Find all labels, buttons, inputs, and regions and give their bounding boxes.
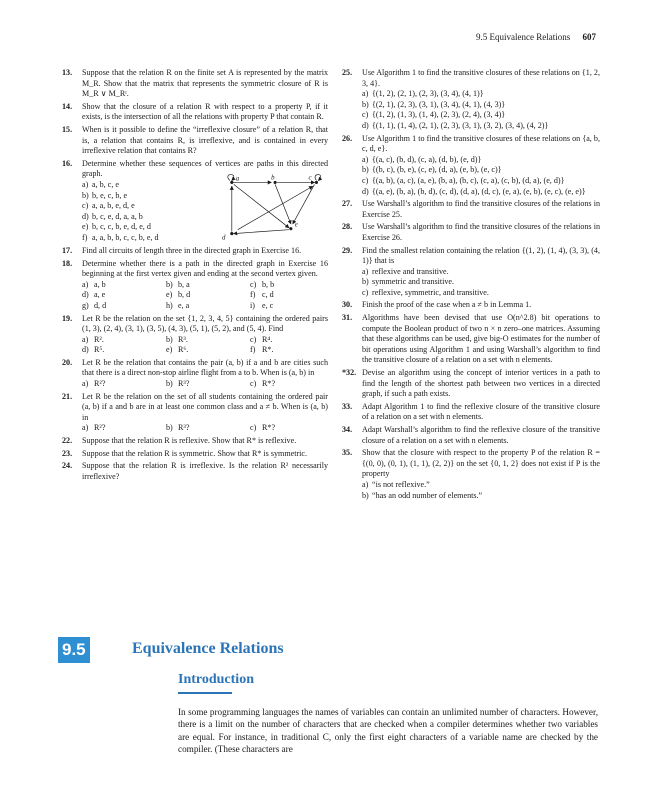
exercise-text: Suppose that the relation R is reflexive. Show that R* is reflexive. [82,436,297,446]
list-item: a) a, b [82,279,106,289]
label-b: b [270,174,275,182]
list-item: b) R³? [166,423,190,433]
list-item: a) {(1, 2), (2, 1), (2, 3), (3, 4), (4, 1)} [362,89,484,99]
list-item: g) d, d [82,300,107,310]
exercise-text: Suppose that the relation R is symmetric. Show that R* is symmetric. [82,448,308,458]
exercise-16 [62,159,328,244]
list-item: d) b, c, e, d, a, a, b [82,211,143,221]
exercise-text: When is it possible to define the “irreflexive closure” of a relation R, that is, a relation that contains R, is irreflexive, and is contained in every irreflexive relation that contains R? [82,124,328,156]
exercise-22 [62,436,328,447]
label-a: a [235,175,239,183]
vertex-d [230,232,233,235]
list-item: a) “is not reflexive.” [362,479,430,489]
exercise-23 [62,449,328,460]
exercise-text: Algorithms have been devised that use O(n^2.8) bit operations to compute the Boolean product of two n × n zero–one matrices. Assuming that these algorithms can be used, give big-O estimates for the number of bit operations using Algorithm 1 and using Warshall’s algorithm to find the transitive closure of a relation on a set with n elements. [362,313,600,365]
list-item: d) a, e [82,290,106,300]
list-item: b) {(2, 1), (2, 3), (3, 1), (3, 4), (4, 1), (4, 3)} [362,99,506,109]
list-item: a) R²? [82,423,106,433]
list-item: i) e, c [250,300,274,310]
exercise-31 [342,313,600,366]
exercise-text: Use Warshall’s algorithm to find the transitive closures of the relations in Exercise 25. [362,199,600,219]
exercise-text: Determine whether there is a path in the directed graph in Exercise 16 beginning at the first vertex given and ending at the second vertex given. [82,258,328,279]
label-d: d [221,234,226,242]
exercise-text: Show that the closure with respect to the property P of the relation R = {(0, 0), (0, 1), (1, 1), (2, 2)} on the set {0, 1, 2} does not exist if P is the property [362,448,600,479]
section-title: Equivalence Relations [132,640,284,657]
exercise-number: 31. [342,313,353,323]
list-item: a) R²? [82,379,106,389]
list-item: b) {(b, c), (b, e), (c, e), (d, a), (e, b), (e, c)} [362,165,502,175]
intro-heading: Introduction [178,672,254,687]
list-item: d) {(a, e), (b, a), (b, d), (c, d), (d, a), (d, c), (e, a), (e, b), (e, c), (e, e)} [362,186,586,196]
exercise-25 [342,68,600,132]
exercise-text: Devise an algorithm using the concept of interior vertices in a path to find the length of the shortest path between two vertices in a directed graph, if such a path exists. [362,368,600,399]
exercise-number: 15. [62,124,73,134]
loop-c [315,174,321,180]
exercise-18 [62,259,328,312]
exercise-number: 21. [62,391,73,401]
exercise-text: Adapt Algorithm 1 to find the reflexive closure of the transitive closure of a relation on a set with n elements. [362,401,600,422]
list-item: d) R⁵. [82,345,105,355]
exercise-number: 24. [62,461,73,471]
exercise-text: Let R be the relation that contains the pair (a, b) if a and b are cities such that there is a direct non-stop airline flight from a to b. When is (a, b) in [82,357,328,378]
exercise-number: 25. [342,68,353,77]
exercise-text: Determine whether these sequences of vertices are paths in this directed graph. [82,158,328,179]
list-item: d) {(1, 1), (1, 4), (2, 1), (2, 3), (3, 1), (3, 2), (3, 4), (4, 2)} [362,120,549,130]
exercise-text: Let R be the relation on the set {1, 2, 3, 4, 5} containing the ordered pairs (1, 3), (2, 4), (3, 1), (3, 5), (4, 3), (5, 1), (5, 2), and (5, 4). Find [82,313,328,334]
running-header [476,32,596,42]
exercise-text: Use Algorithm 1 to find the transitive closures of these relations on {a, b, c, d, e}. [362,133,600,154]
list-item: h) e, a [166,300,190,310]
list-item: c) R*? [250,423,276,433]
exercise-34 [342,425,600,446]
vertex-a [230,181,233,184]
exercise-number: 35. [342,448,353,458]
exercise-20 [62,358,328,390]
list-item: f) a, a, b, b, c, c, b, e, d [82,232,159,242]
exercise-26 [342,134,600,198]
edge-c-e [293,184,315,223]
list-item: b) R³? [166,379,190,389]
exercise-text: Let R be the relation on the set of all students containing the ordered pair (a, b) if a and b are in at least one common class and a ≠ b. When is (a, b) in [82,391,328,422]
exercise-24 [62,461,328,482]
list-item: c) a, a, b, e, d, e [82,201,135,211]
list-item: c) b, b [250,279,275,289]
loop-a [228,174,234,180]
list-item: f) R*. [250,345,274,355]
exercise-17 [62,246,328,257]
list-item: b) b, e, c, b, e [82,190,128,200]
label-e: e [294,221,298,229]
exercise-21 [62,392,328,434]
section-number-badge: 9.5 [58,637,90,663]
list-item: c) {(1, 2), (1, 3), (1, 4), (2, 3), (2, 4), (3, 4)} [362,110,506,120]
right-column [342,68,600,503]
list-item: b) b, a [166,279,190,289]
exercise-32 [342,368,600,400]
exercise-29 [342,246,600,299]
exercise-number: 18. [62,258,73,268]
page-number: 607 [582,32,596,42]
exercise-number: 20. [62,357,73,367]
list-item: a) R². [82,334,104,344]
exercise-13 [62,68,328,100]
exercise-text: Use Algorithm 1 to find the transitive closures of these relations on {1, 2, 3, 4}. [362,68,600,88]
exercise-number: 26. [342,133,353,143]
exercise-text: Show that the closure of a relation R with respect to a property P, if it exists, is the intersection of all the relations with property P that contain R. [82,101,328,122]
intro-underline [178,692,232,694]
exercise-number: 22. [62,436,73,446]
list-item: f) c, d [250,290,274,300]
exercise-33 [342,402,600,423]
edge-b-e [275,184,291,223]
exercise-text: Adapt Warshall’s algorithm to find the reflexive closure of the transitive closure of a relation on a set with n elements. [362,425,600,445]
exercise-15 [62,125,328,157]
left-column [62,68,328,484]
directed-graph-figure [220,174,328,244]
exercise-text: Find the smallest relation containing the relation {(1, 2), (1, 4), (3, 3), (4, 1)} that is [362,245,600,266]
list-item: e) b, d [166,290,191,300]
exercise-number: 30. [342,300,353,310]
exercise-number: 34. [342,425,353,434]
exercise-number: 14. [62,101,73,111]
header-section: 9.5 Equivalence Relations [476,32,571,42]
exercise-text: Finish the proof of the case when a ≠ b in Lemma 1. [362,300,532,310]
list-item: b) R³. [166,334,188,344]
exercise-14 [62,102,328,123]
exercise-text: Use Warshall’s algorithm to find the transitive closures of the relations in Exercise 26. [362,222,600,242]
exercise-35 [342,448,600,501]
intro-paragraph: In some programming languages the names of variables can contain an unlimited number of characters. However, there is a limit on the number of characters that are checked when a compiler determines whether two variables are equal. For instance, in traditional C, only the first eight characters of a variable name are checked by the compiler. (These characters are [178,707,598,755]
exercise-19 [62,314,328,356]
exercise-number: 23. [62,448,73,458]
exercise-number: 33. [342,401,353,411]
edge-e-d [234,230,289,234]
list-item: e) R⁶. [166,345,189,355]
exercise-text: Suppose that the relation R is irreflexive. Is the relation R² necessarily irreflexive? [82,461,328,481]
exercise-28 [342,222,600,243]
exercise-number: 29. [342,245,353,255]
exercise-number: 28. [342,222,353,232]
exercise-number: 17. [62,245,73,255]
exercise-27 [342,199,600,220]
exercise-number: 16. [62,158,73,168]
list-item: a) a, b, c, e [82,179,119,189]
list-item: a) {(a, c), (b, d), (c, a), (d, b), (e, d)} [362,154,482,164]
exercise-text: Find all circuits of length three in the directed graph in Exercise 16. [82,245,302,255]
list-item: c) R⁴. [250,334,273,344]
list-item: e) b, c, c, b, e, d, e, d [82,222,151,232]
exercise-number: 19. [62,313,73,323]
list-item: c) reflexive, symmetric, and transitive. [362,287,489,297]
exercise-number: *32. [342,368,357,378]
section-heading [58,637,284,663]
vertex-e [289,227,292,230]
list-item: b) symmetric and transitive. [362,277,455,287]
exercise-number: 13. [62,68,73,77]
exercise-text: Suppose that the relation R on the finite set A is represented by the matrix M_R. Show that the matrix that represents the symmetric closure of R is M_R ∨ M_Rᵗ. [82,68,328,99]
list-item: c) {(a, b), (a, c), (a, e), (b, a), (b, c), (c, a), (c, b), (d, a), (e, d)} [362,175,565,185]
exercise-30 [342,300,600,311]
label-c: c [308,174,312,182]
list-item: c) R*? [250,379,276,389]
edge-a-e [234,184,289,227]
exercise-number: 27. [342,199,353,209]
vertex-c [315,181,318,184]
list-item: a) reflexive and transitive. [362,266,449,276]
list-item: b) “has an odd number of elements.” [362,490,483,500]
